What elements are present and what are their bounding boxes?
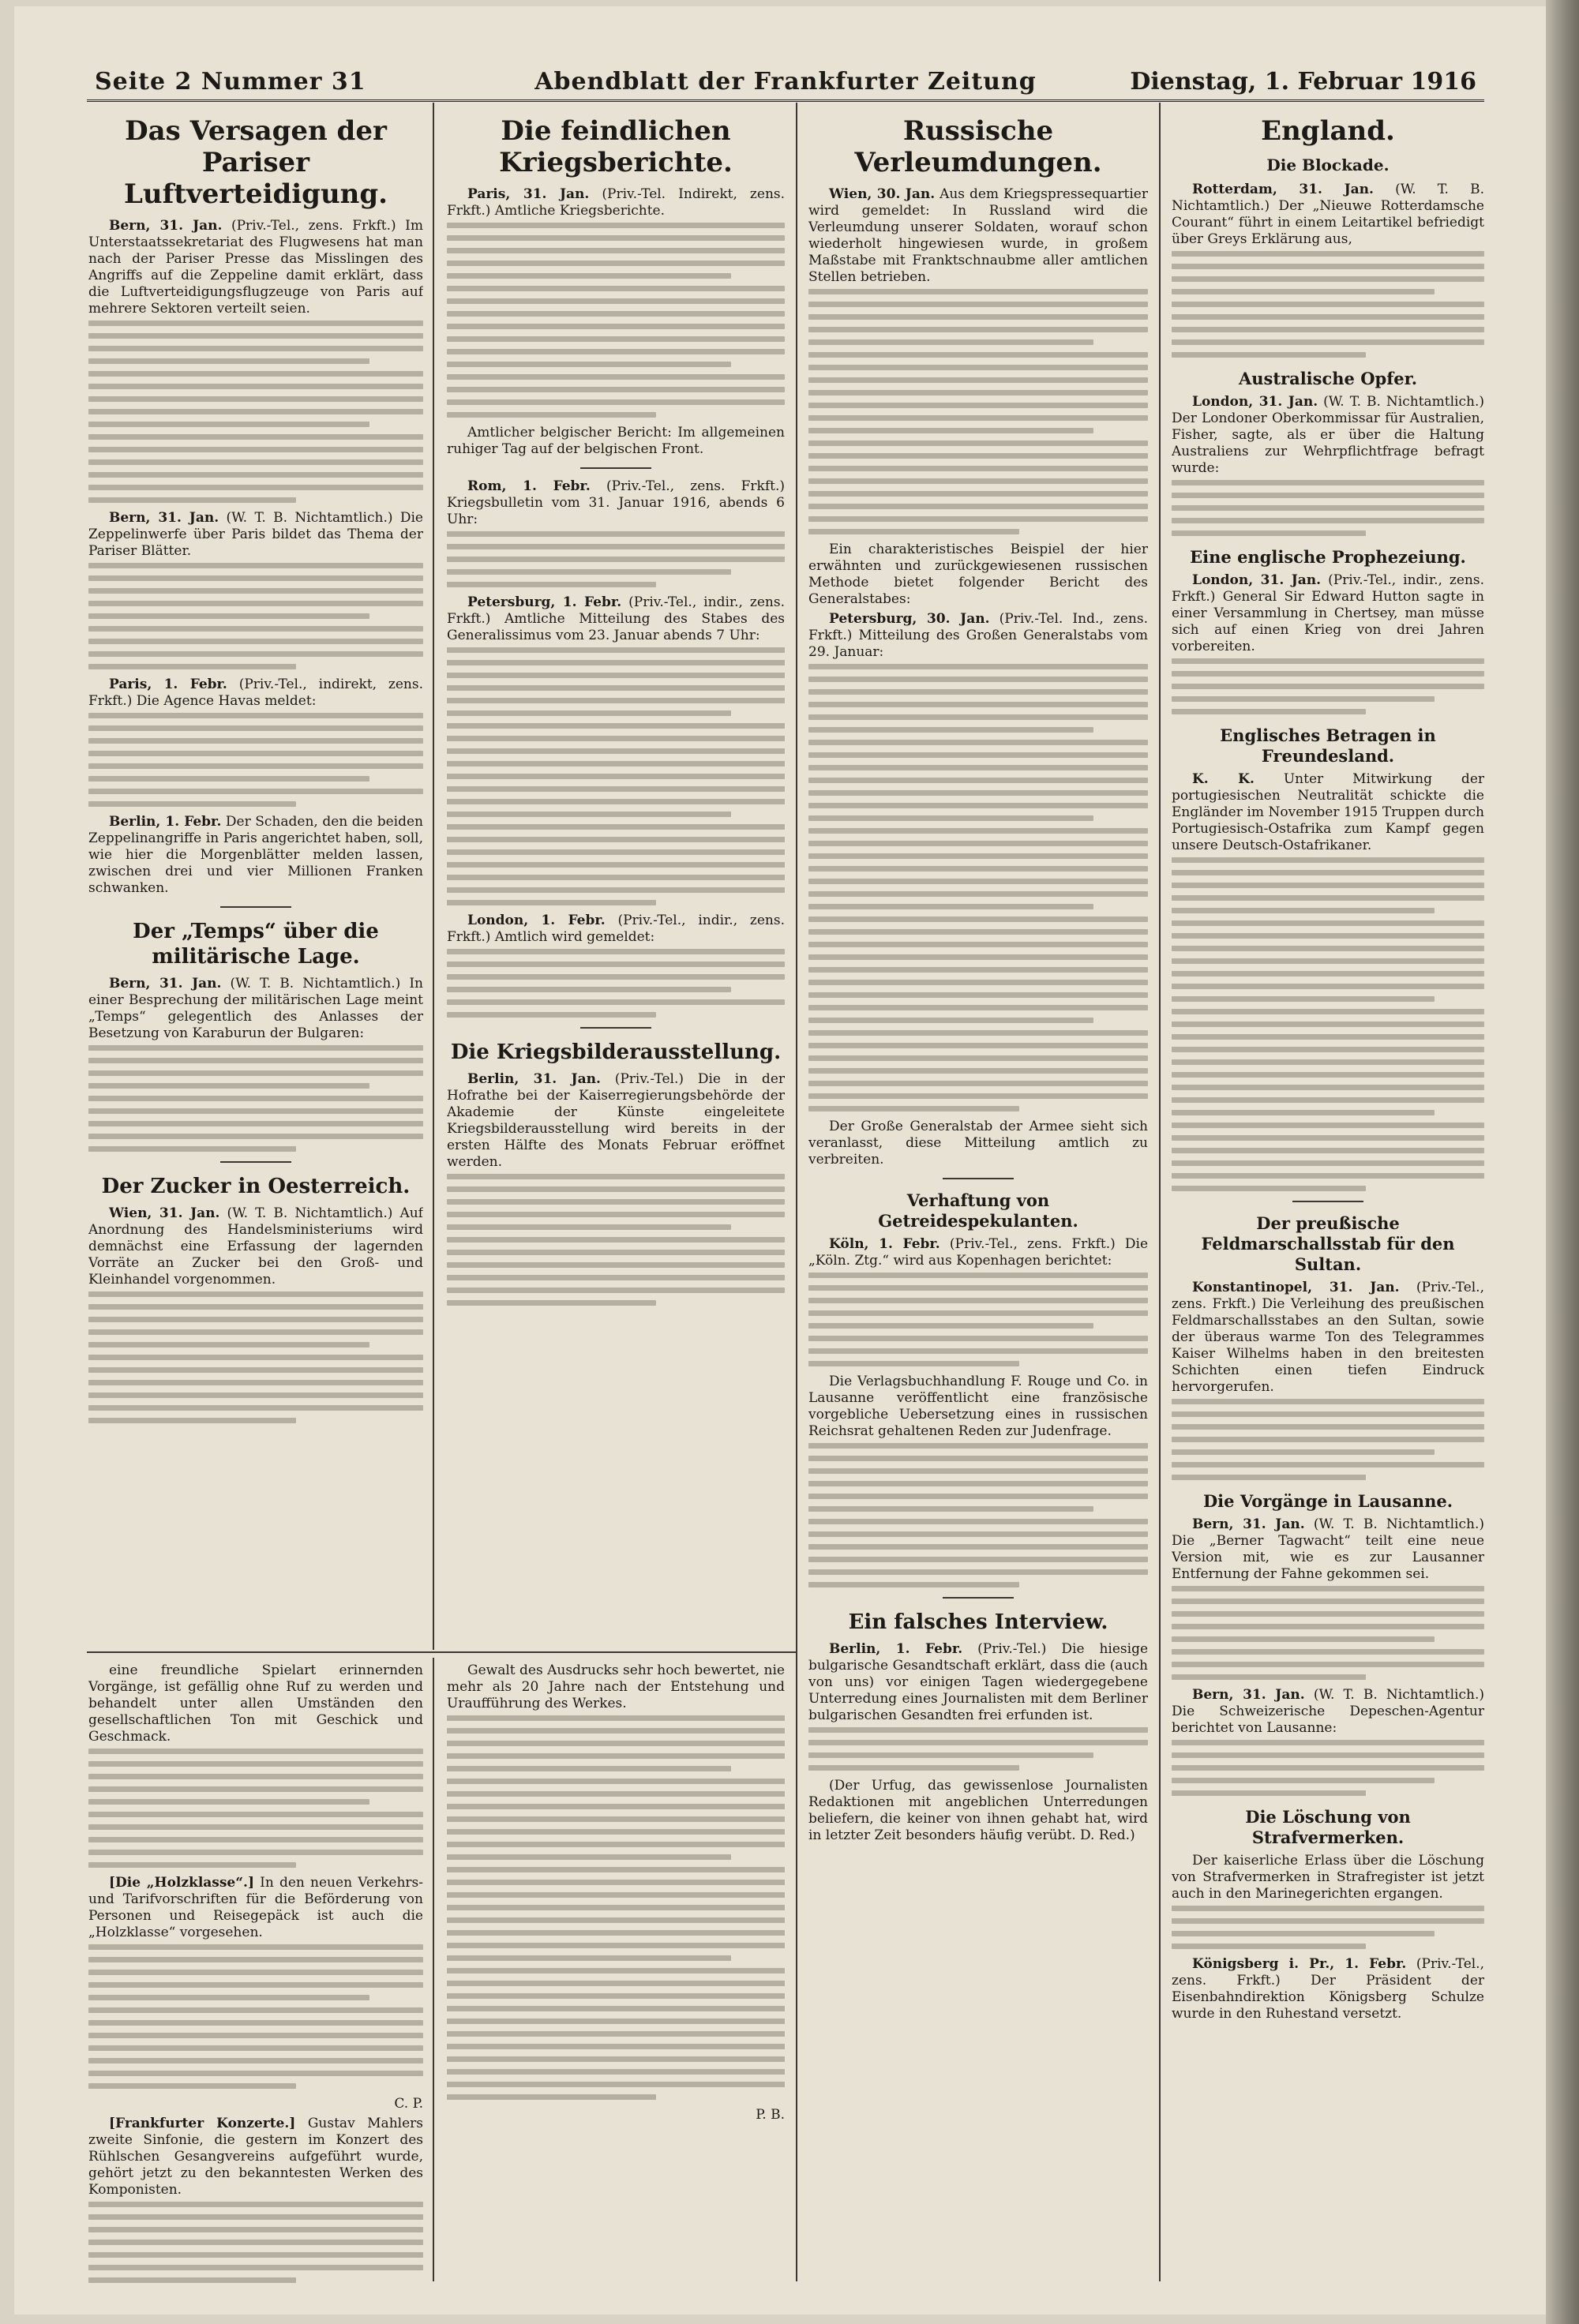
article-text: (Priv.-Tel., zens. Frkft.) Im Unterstaatssekretariat des Flugwesens hat man nach der Pariser Presse das Misslingen des Angriffs auf die Zeppeline damit erklärt, dass die Luftverteidigungsflugzeuge von Paris auf mehrere Sektoren verteilt seien. [88, 218, 423, 317]
article-text: (Priv.-Tel., indir., zens. Frkft.) Amtliche Mitteilung des Stabes des Generalissimus vom 23. Januar abends 7 Uhr: [447, 594, 785, 643]
article-text: (W. T. B. Nichtamtlich.) Die Schweizerische Depeschen-Agentur berichtet von Lausanne: [1172, 1687, 1484, 1736]
text-lines-placeholder [447, 223, 785, 418]
text-lines-placeholder [88, 2202, 423, 2283]
text-lines-placeholder [88, 563, 423, 669]
article-text: Ein charakteristisches Beispiel der hier erwähnten und zurückgewiesenen russischen Methode bietet folgender Bericht des Generalstabes: [808, 542, 1148, 607]
article-text: (W. T. B. Nichtamtlich.) Der „Nieuwe Rotterdamsche Courant“ führt in einem Leitartikel befriedigt über Greys Erklärung aus, [1172, 182, 1484, 247]
text-lines-placeholder [1172, 480, 1484, 536]
text-lines-placeholder [88, 320, 423, 503]
article-paragraph [447, 186, 785, 219]
article-text: (W. T. B. Nichtamtlich.) Die Zeppelinwerfe über Paris bildet das Thema der Pariser Blätter. [88, 510, 423, 559]
dateline: Rom, 1. Febr. [467, 478, 591, 494]
dateline: Bern, 31. Jan. [109, 976, 222, 991]
article-paragraph [447, 1071, 785, 1171]
headline-verleumdungen: Russische Verleumdungen. [854, 115, 1102, 178]
article-paragraph [808, 611, 1148, 661]
article-paragraph [1172, 1956, 1484, 2022]
dateline: Paris, 1. Febr. [109, 677, 227, 692]
column-3 [808, 111, 1148, 2289]
text-lines-placeholder [88, 713, 423, 807]
article-text: Amtlicher belgischer Bericht: Im allgemeinen ruhiger Tag auf der belgischen Front. [447, 425, 785, 457]
text-lines-placeholder [808, 664, 1148, 1111]
article-paragraph [808, 542, 1148, 608]
headline-getreidespekulanten: Verhaftung von Getreidespekulanten. [878, 1190, 1078, 1231]
text-lines-placeholder [1172, 251, 1484, 358]
article-paragraph [1172, 1687, 1484, 1737]
headline-england: England. [1261, 115, 1395, 147]
article-text: (Priv.-Tel. Indirekt, zens. Frkft.) Amtliche Kriegsberichte. [447, 186, 785, 219]
article-paragraph [447, 913, 785, 946]
text-lines-placeholder [447, 647, 785, 905]
newspaper-title: Abendblatt der Frankfurter Zeitung [534, 68, 1037, 96]
article-text: (Priv.-Tel. Ind., zens. Frkft.) Mitteilung des Großen Generalstabs vom 29. Januar: [808, 611, 1148, 660]
headline-interview: Ein falsches Interview. [848, 1610, 1108, 1634]
text-lines-placeholder [1172, 1740, 1484, 1796]
article-paragraph [1172, 1280, 1484, 1396]
signature: P. B. [756, 2107, 785, 2123]
column-rule [1159, 103, 1161, 2281]
divider [580, 467, 651, 469]
article-paragraph [1172, 1516, 1484, 1583]
text-lines-placeholder [1172, 857, 1484, 1191]
text-lines-placeholder [1172, 1586, 1484, 1680]
dateline: Wien, 31. Jan. [109, 1205, 220, 1221]
dateline: K. K. [1192, 771, 1255, 787]
article-text: (W. T. B. Nichtamtlich.) Die „Berner Tagwacht“ teilt eine neue Version mit, wie es zur Lausanner Entfernung der Fahne gekommen sei. [1172, 1516, 1484, 1582]
article-text: (Priv.-Tel., indir., zens. Frkft.) General Sir Edward Hutton sagte in einer Versammlung in Chertsey, man müsse sich auf einen Krieg von drei Jahren vorbereiten. [1172, 572, 1484, 654]
headline-strafvermerke: Die Löschung von Strafvermerken. [1245, 1807, 1411, 1847]
text-lines-placeholder [808, 1727, 1148, 1771]
feuilleton-paragraph [88, 1662, 423, 1745]
divider [943, 1178, 1014, 1179]
text-lines-placeholder [88, 1045, 423, 1152]
headline-temps: Der „Temps“ über die militärische Lage. [133, 920, 379, 969]
headline-lausanne: Die Vorgänge in Lausanne. [1202, 1491, 1453, 1511]
dateline: Berlin, 1. Febr. [109, 814, 222, 830]
article-paragraph [447, 478, 785, 528]
text-lines-placeholder [1172, 658, 1484, 714]
dateline: London, 1. Febr. [467, 913, 606, 928]
divider [220, 1161, 291, 1163]
article-paragraph [1172, 394, 1484, 477]
article-paragraph [1172, 1853, 1484, 1902]
dateline: Berlin, 1. Febr. [829, 1641, 963, 1657]
text-lines-placeholder [447, 949, 785, 1018]
section-lead: [Frankfurter Konzerte.] [109, 2116, 296, 2131]
article-paragraph [808, 186, 1148, 286]
article-text: (Priv.-Tel., indir., zens. Frkft.) Amtlich wird gemeldet: [447, 913, 785, 945]
article-paragraph [88, 976, 423, 1042]
headline-prophezeiung: Eine englische Prophezeiung. [1190, 547, 1466, 567]
article-text: Der Große Generalstab der Armee sieht sich veranlasst, diese Mitteilung amtlich zu verbreiten. [808, 1119, 1148, 1168]
article-text: (Priv.-Tel., zens. Frkft.) Die Verleihung des preußischen Feldmarschallsstabes an den Sultan, sowie der überaus warme Ton des Telegrammes Kaiser Wilhelms haben in den breitesten Schichten einen tiefen Eindruck hervorgerufen. [1172, 1280, 1484, 1395]
text-lines-placeholder [447, 531, 785, 587]
article-paragraph [808, 1236, 1148, 1269]
article-paragraph [88, 814, 423, 897]
headline-betragen: Englisches Betragen in Freundesland. [1220, 725, 1436, 766]
dateline: London, 31. Jan. [1192, 572, 1322, 588]
column-rule [433, 103, 434, 1650]
article-text: Aus dem Kriegspressequartier wird gemeldet: In Russland wird die Verleumdung unserer Soldaten, worauf schon wiederholt hingewiesen wurde, in großem Maßstabe mit Franktschnaubme aller amtlichen Stellen betrieben. [808, 186, 1148, 285]
text-lines-placeholder [1172, 1399, 1484, 1480]
article-text: In den neuen Verkehrs- und Tarifvorschriften für die Beförderung von Personen und Reisegepäck ist auch die „Holzklasse“ vorgesehen. [88, 1875, 423, 1940]
headline-australien: Australische Opfer. [1238, 369, 1418, 388]
column-4 [1172, 111, 1484, 2289]
article-paragraph [88, 218, 423, 317]
article-paragraph [1172, 771, 1484, 854]
article-text: (Priv.-Tel., zens. Frkft.) Die „Köln. Ztg.“ wird aus Kopenhagen berichtet: [808, 1236, 1148, 1269]
article-text: Der kaiserliche Erlass über die Löschung von Strafvermerken in Strafregister ist jetzt auch in den Marinegerichten ergangen. [1172, 1853, 1484, 1902]
article-text: (W. T. B. Nichtamtlich.) Auf Anordnung des Handelsministeriums wird demnächst eine Erfassung der lagernden Vorräte an Zucker bei den Groß- und Kleinhandel vorgenommen. [88, 1205, 423, 1288]
masthead [87, 62, 1484, 102]
dateline: Bern, 31. Jan. [1192, 1516, 1305, 1532]
article-paragraph [808, 1119, 1148, 1168]
dateline: Rotterdam, 31. Jan. [1192, 182, 1374, 197]
signature: C. P. [394, 2096, 423, 2112]
text-lines-placeholder [447, 1715, 785, 2100]
article-text: (W. T. B. Nichtamtlich.) In einer Besprechung der militärischen Lage meint „Temps“ gelegentlich des Anlasses der Besetzung von Karaburun der Bulgaren: [88, 976, 423, 1041]
headline-feldmarschallsstab: Der preußische Feldmarschallsstab für den Sultan. [1201, 1213, 1455, 1274]
column-rule [796, 103, 797, 2281]
article-text: (Der Urfug, das gewissenlose Journalisten Redaktionen mit angeblichen Unterredungen beliefern, die keiner von ihnen gehabt hat, wird in letzter Zeit besonders häufig verübt. D. Red.) [808, 1778, 1148, 1843]
article-paragraph [808, 1641, 1148, 1724]
feuilleton-paragraph [447, 1662, 785, 1712]
dateline: Konstantinopel, 31. Jan. [1192, 1280, 1400, 1295]
article-paragraph [808, 1778, 1148, 1844]
text-lines-placeholder [808, 289, 1148, 534]
divider [220, 906, 291, 908]
article-text: Die Verlagsbuchhandlung F. Rouge und Co. in Lausanne veröffentlicht eine französische vorgebliche Uebersetzung eines in russischen Reichsrat gehaltenen Reden zur Judenfrage. [808, 1374, 1148, 1439]
article-paragraph [88, 1205, 423, 1288]
dateline: Bern, 31. Jan. [1192, 1687, 1305, 1703]
dateline: Königsberg i. Pr., 1. Febr. [1192, 1956, 1407, 1972]
article-paragraph [88, 677, 423, 710]
text-lines-placeholder [808, 1273, 1148, 1366]
feuilleton-rule [87, 1651, 796, 1653]
article-paragraph [808, 1374, 1148, 1440]
binding-shadow [1546, 0, 1579, 2324]
dateline: Berlin, 31. Jan. [467, 1071, 601, 1087]
feuilleton-column-2 [447, 1661, 785, 2285]
feuilleton-column-1 [88, 1661, 423, 2285]
issue-date: Dienstag, 1. Februar 1916 [1130, 68, 1476, 96]
article-text: Unter Mitwirkung der portugiesischen Neutralität schickte die Engländer im November 1915 Truppen durch Portugiesisch-Ostafrika zum Kampf gegen unsere Deutsch-Ostafrikaner. [1172, 771, 1484, 853]
text-lines-placeholder [88, 1944, 423, 2089]
divider [580, 1027, 651, 1029]
article-text: (W. T. B. Nichtamtlich.) Der Londoner Oberkommissar für Australien, Fisher, sagte, als er über die Haltung Australiens zur Wehrpflichtfrage befragt wurde: [1172, 394, 1484, 476]
dateline: London, 31. Jan. [1192, 394, 1318, 410]
article-text: (Priv.-Tel.) Die hiesige bulgarische Gesandtschaft erklärt, dass die (auch von uns) vor einigen Tagen wiedergegebene Unterredung eines Journalisten mit dem Berliner bulgarischen Gesandten frei erfunden ist. [808, 1641, 1148, 1723]
dateline: Paris, 31. Jan. [467, 186, 590, 202]
section-lead: [Die „Holzklasse“.] [109, 1875, 254, 1891]
article-text: eine freundliche Spielart erinnernden Vorgänge, ist gefällig ohne Ruf zu werden und behandelt unter allen Umständen den gesellschaftlichen Ton mit Geschick und Geschmack. [88, 1662, 423, 1745]
headline-zucker: Der Zucker in Oesterreich. [101, 1175, 411, 1198]
text-lines-placeholder [88, 1749, 423, 1868]
article-text: (Priv.-Tel., zens. Frkft.) Der Präsident der Eisenbahndirektion Königsberg Schulze wurde in den Ruhestand versetzt. [1172, 1956, 1484, 2022]
feuilleton-paragraph [88, 2116, 423, 2198]
text-lines-placeholder [447, 1174, 785, 1306]
feuilleton-paragraph [88, 1875, 423, 1941]
article-paragraph [1172, 572, 1484, 655]
dateline: Petersburg, 1. Febr. [467, 594, 622, 610]
column-1 [88, 111, 423, 1646]
headline-kriegsberichte: Die feindlichen Kriegsberichte. [499, 115, 733, 178]
page-number: Seite 2 Nummer 31 [95, 68, 366, 96]
text-lines-placeholder [88, 1291, 423, 1423]
text-lines-placeholder [808, 1443, 1148, 1587]
divider [1292, 1201, 1363, 1202]
dateline: Bern, 31. Jan. [109, 510, 219, 526]
dateline: Petersburg, 30. Jan. [829, 611, 990, 627]
headline-luftverteidigung: Das Versagen der Pariser Luftverteidigung. [123, 115, 388, 210]
article-paragraph [88, 510, 423, 560]
article-text: Der Schaden, den die beiden Zeppelinangriffe in Paris angerichtet haben, soll, wie hier die Morgenblätter melden lassen, zwischen drei und vier Millionen Franken schwanken. [88, 814, 423, 896]
dateline: Wien, 30. Jan. [829, 186, 936, 202]
column-2 [447, 111, 785, 1646]
article-text: (Priv.-Tel., indirekt, zens. Frkft.) Die Agence Havas meldet: [88, 677, 423, 709]
article-text: Gewalt des Ausdrucks sehr hoch bewertet, nie mehr als 20 Jahre nach der Entstehung und Uraufführung des Werkes. [447, 1662, 785, 1711]
subheadline-blockade: Die Blockade. [1266, 156, 1390, 174]
dateline: Köln, 1. Febr. [829, 1236, 940, 1252]
article-paragraph [447, 425, 785, 458]
headline-kriegsbilderausstellung: Die Kriegsbilderausstellung. [450, 1040, 782, 1064]
dateline: Bern, 31. Jan. [109, 218, 223, 234]
column-rule [433, 1658, 434, 2281]
article-text: Gustav Mahlers zweite Sinfonie, die gestern im Konzert des Rühlschen Gesangvereins aufgeführt wurde, gehört jetzt zu den bekanntesten Werken des Komponisten. [88, 2116, 423, 2198]
article-text: (Priv.-Tel., zens. Frkft.) Kriegsbulletin vom 31. Januar 1916, abends 6 Uhr: [447, 478, 785, 527]
text-lines-placeholder [1172, 1906, 1484, 1949]
divider [943, 1597, 1014, 1599]
article-text: (Priv.-Tel.) Die in der Hofrathe bei der Kaiserregierungsbehörde der Akademie der Künste eingeleitete Kriegsbilderausstellung wird bereits in der ersten Hälfte des Monats Februar eröffnet werden. [447, 1071, 785, 1170]
article-paragraph [1172, 182, 1484, 248]
article-paragraph [447, 594, 785, 644]
